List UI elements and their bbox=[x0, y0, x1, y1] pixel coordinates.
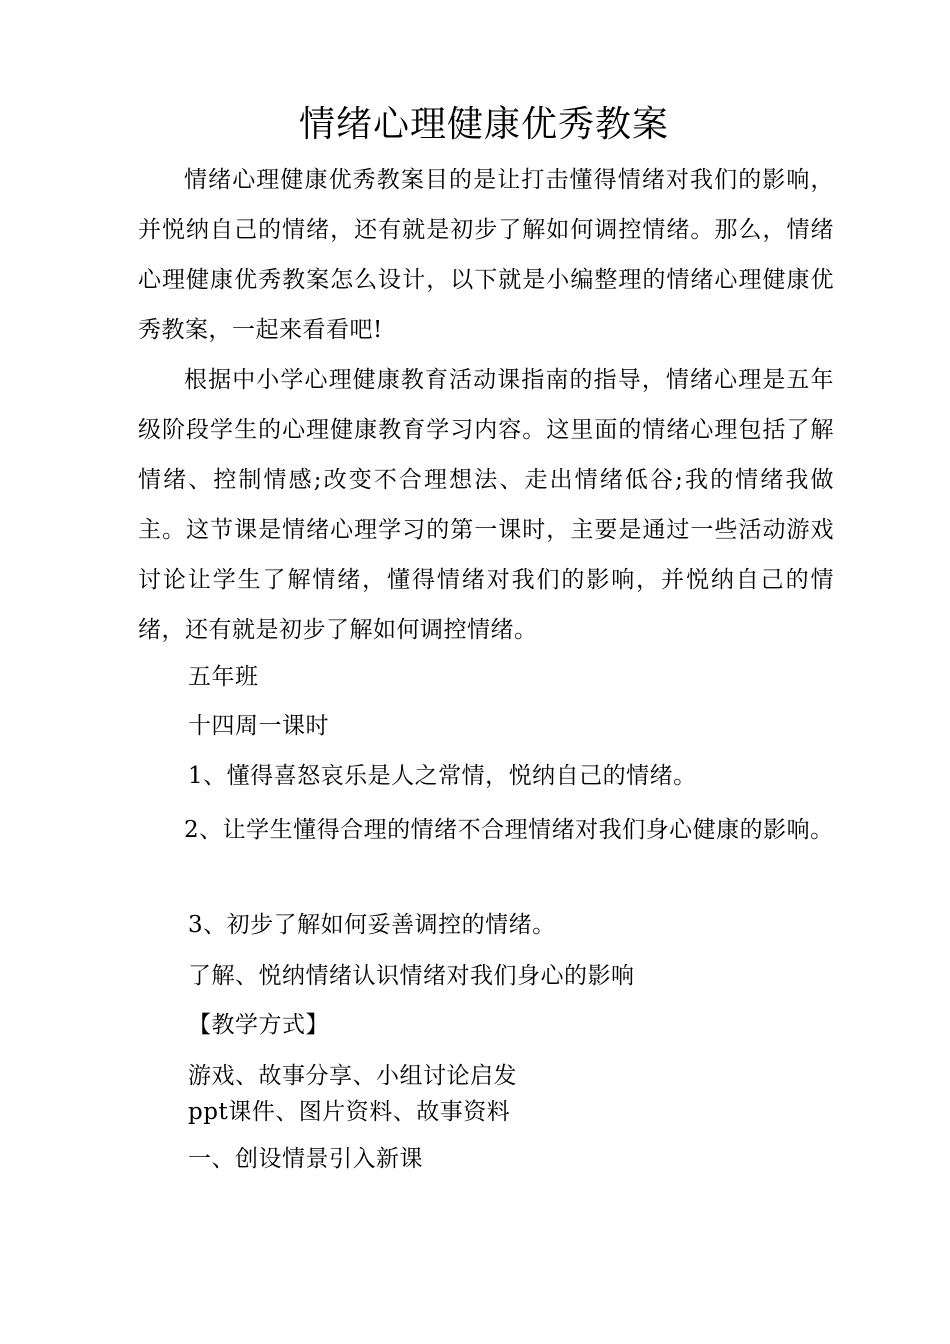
teaching-materials: ppt课件、图片资料、故事资料 bbox=[188, 1099, 511, 1125]
intro-paragraph: 情绪心理健康优秀教案目的是让打击懂得情绪对我们的影响，并悦纳自己的情绪，还有就是初步了解如何调控情绪。那么，情绪心理健康优秀教案怎么设计，以下就是小编整理的情绪心理健康优秀教案，一起来看看吧! bbox=[138, 167, 834, 343]
key-point-line: 了解、悦纳情绪认识情绪对我们身心的影响 bbox=[188, 963, 635, 989]
objective-3: 3、初步了解如何妥善调控的情绪。 bbox=[188, 912, 556, 938]
teaching-method-heading: 【教学方式】 bbox=[188, 1012, 329, 1038]
guidance-paragraph: 根据中小学心理健康教育活动课指南的指导，情绪心理是五年级阶段学生的心理健康教育学习内容。这里面的情绪心理包括了解情绪、控制情感;改变不合理想法、走出情绪低谷;我的情绪我做主。这节课是情绪心理学习的第一课时，主要是通过一些活动游戏讨论让学生了解情绪，懂得情绪对我们的影响，并悦纳自己的情绪，还有就是初步了解如何调控情绪。 bbox=[138, 367, 834, 643]
section-heading-1: 一、创设情景引入新课 bbox=[188, 1146, 423, 1172]
document-title: 情绪心理健康优秀教案 bbox=[298, 104, 669, 145]
objective-1: 1、懂得喜怒哀乐是人之常情，悦纳自己的情绪。 bbox=[188, 763, 697, 789]
objective-2: 2、让学生懂得合理的情绪不合理情绪对我们身心健康的影响。 bbox=[184, 817, 834, 843]
class-line: 五年班 bbox=[188, 664, 259, 690]
schedule-line: 十四周一课时 bbox=[188, 713, 329, 739]
teaching-methods: 游戏、故事分享、小组讨论启发 bbox=[188, 1063, 517, 1089]
